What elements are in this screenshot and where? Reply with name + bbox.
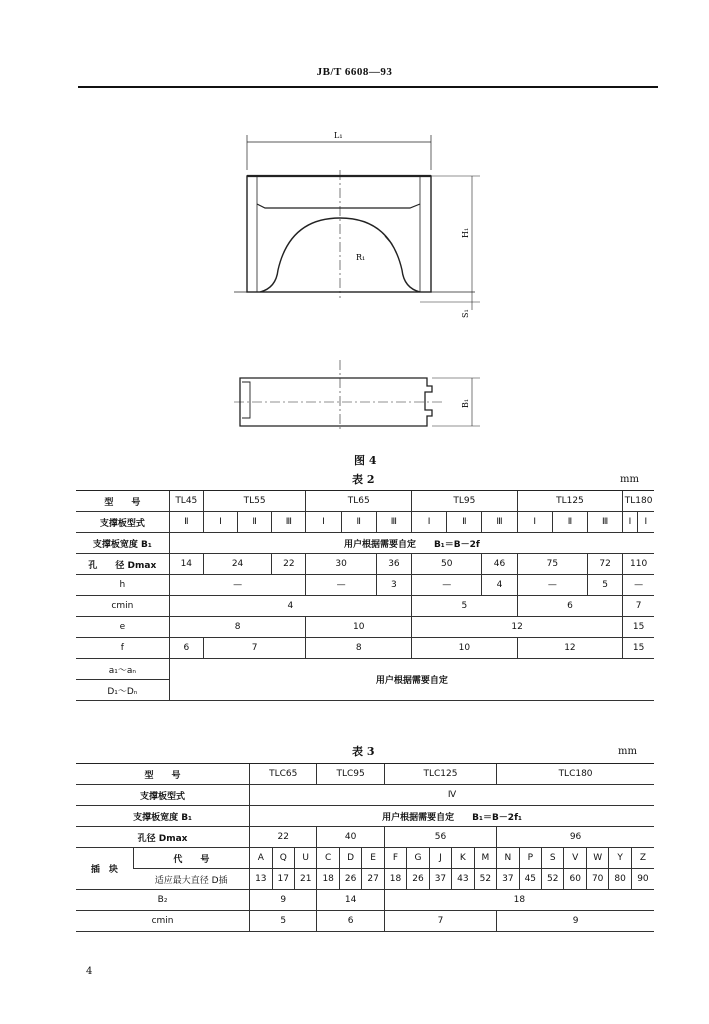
cell: TL65 [306,491,412,512]
cell: 7 [203,638,306,659]
cell: 60 [564,869,586,890]
cell: TL55 [203,491,306,512]
cell: 用户根据需要自定 B₁＝B－2f [169,533,654,554]
cell: 4 [169,596,411,617]
cell: 支撑板宽度 B₁ [76,806,250,827]
table-row [76,533,654,554]
cell: 80 [609,869,631,890]
cell: 18 [317,869,339,890]
cell: 90 [631,869,654,890]
table3-caption: 表 3 [352,745,375,758]
page-number: 4 [86,966,93,977]
cell: 37 [429,869,451,890]
table-row [76,512,654,533]
cell: 22 [272,554,306,575]
cell: 14 [169,554,203,575]
table-row [76,491,654,512]
table-row [76,911,654,932]
cell: 26 [407,869,429,890]
cell: — [623,575,654,596]
cell: D₁～Dₙ [76,680,169,701]
cell: 代 号 [133,848,249,869]
cell: TL180 [623,491,654,512]
cell: a₁～aₙ [76,659,169,680]
cell: N [497,848,519,869]
dim-l1-label: L₁ [334,131,343,140]
cell: Z [631,848,654,869]
cell: 7 [384,911,496,932]
cell: 27 [362,869,384,890]
cell: K [452,848,474,869]
cell: 适应最大直径 D插 [133,869,249,890]
cell: 96 [497,827,654,848]
cell: 7 [623,596,654,617]
cell: Ⅱ [552,512,587,533]
cell: 17 [272,869,294,890]
cell: 37 [497,869,519,890]
cell: 4 [482,575,517,596]
cell: U [294,848,316,869]
cell: cmin [76,596,169,617]
table-row [76,848,654,869]
table-row [76,890,654,911]
technical-drawing [220,120,520,440]
dim-b1-label: B₁ [461,398,470,408]
cell: C [317,848,339,869]
cell: Q [272,848,294,869]
cell: 6 [517,596,623,617]
cell: Ⅲ [272,512,306,533]
cell: 6 [317,911,384,932]
table-row [76,554,654,575]
cell: cmin [76,911,250,932]
cell: S [542,848,564,869]
cell: Ⅰ [623,512,638,533]
cell: — [412,575,482,596]
cell: 插 块 [76,848,133,890]
cell: e [76,617,169,638]
table-row [76,764,654,785]
model-label: 型 号 [76,491,169,512]
cell: Y [609,848,631,869]
cell: 18 [384,869,406,890]
table-row [76,869,654,890]
table-row [76,596,654,617]
table-row [76,659,654,680]
cell: h [76,575,169,596]
cell: Ⅳ [250,785,654,806]
cell: 30 [306,554,376,575]
cell: 支撑板型式 [76,512,169,533]
cell: E [362,848,384,869]
cell: 18 [384,890,654,911]
cell: M [474,848,497,869]
cell: 43 [452,869,474,890]
cell: 用户根据需要自定 B₁＝B－2f₁ [250,806,654,827]
cell: 孔径 Dmax [76,827,250,848]
cell: 36 [376,554,411,575]
cell: TLC65 [250,764,317,785]
cell: 56 [384,827,496,848]
cell: F [384,848,406,869]
table2-unit: mm [620,474,639,485]
cell: Ⅱ [238,512,272,533]
dim-s1-label: S₁ [461,309,470,318]
cell: 110 [623,554,654,575]
cell: 15 [623,617,654,638]
cell: — [169,575,306,596]
cell: 72 [588,554,623,575]
cell: 6 [169,638,203,659]
cell: J [429,848,451,869]
table-row [76,806,654,827]
cell: P [519,848,541,869]
figure-caption: 图 4 [354,454,377,467]
cell: 12 [412,617,623,638]
cell: 10 [306,617,412,638]
cell: Ⅰ [637,512,654,533]
cell: Ⅱ [341,512,376,533]
cell: TLC95 [317,764,384,785]
cell: 52 [474,869,497,890]
cell: 3 [376,575,411,596]
doc-header: JB/T 6608—93 [316,66,393,78]
cell: f [76,638,169,659]
table2-caption: 表 2 [352,473,375,486]
cell: 型 号 [76,764,250,785]
cell: Ⅱ [447,512,482,533]
table-row [76,785,654,806]
cell: Ⅰ [517,512,552,533]
cell: 70 [586,869,608,890]
cell: Ⅲ [376,512,411,533]
cell: TLC180 [497,764,654,785]
cell: G [407,848,429,869]
cell: Ⅰ [412,512,447,533]
cell: TLC125 [384,764,496,785]
cell: 46 [482,554,517,575]
cell: 22 [250,827,317,848]
dim-r1-label: R₁ [356,253,366,262]
cell: 13 [250,869,272,890]
cell: D [339,848,361,869]
cell: 10 [412,638,518,659]
cell: 75 [517,554,587,575]
cell: 45 [519,869,541,890]
table-row [76,827,654,848]
cell: TL95 [412,491,518,512]
cell: 21 [294,869,316,890]
cell: W [586,848,608,869]
table-row [76,617,654,638]
cell: A [250,848,272,869]
cell: 8 [306,638,412,659]
cell: 26 [339,869,361,890]
cell: 支撑板宽度 B₁ [76,533,169,554]
cell: 5 [412,596,518,617]
cell: — [306,575,376,596]
cell: 支撑板型式 [76,785,250,806]
cell: 9 [497,911,654,932]
cell: Ⅰ [306,512,341,533]
header-rule [78,86,658,88]
cell: Ⅲ [482,512,517,533]
table-2 [76,490,654,701]
table-row [76,575,654,596]
cell: 5 [588,575,623,596]
cell: V [564,848,586,869]
cell: 9 [250,890,317,911]
dim-h1-label: H₁ [461,227,470,238]
cell: 50 [412,554,482,575]
cell: 12 [517,638,623,659]
cell: Ⅲ [588,512,623,533]
cell: Ⅱ [169,512,203,533]
cell: TL125 [517,491,623,512]
cell: 用户根据需要自定 [169,659,654,701]
cell: B₂ [76,890,250,911]
cell: 40 [317,827,384,848]
cell: 孔 径 Dmax [76,554,169,575]
table-row [76,638,654,659]
cell: 8 [169,617,306,638]
cell: 5 [250,911,317,932]
table-3 [76,763,654,932]
cell: 15 [623,638,654,659]
cell: 52 [542,869,564,890]
cell: 14 [317,890,384,911]
cell: TL45 [169,491,203,512]
cell: 24 [203,554,271,575]
table3-unit: mm [618,746,637,757]
cell: Ⅰ [203,512,237,533]
cell: — [517,575,587,596]
